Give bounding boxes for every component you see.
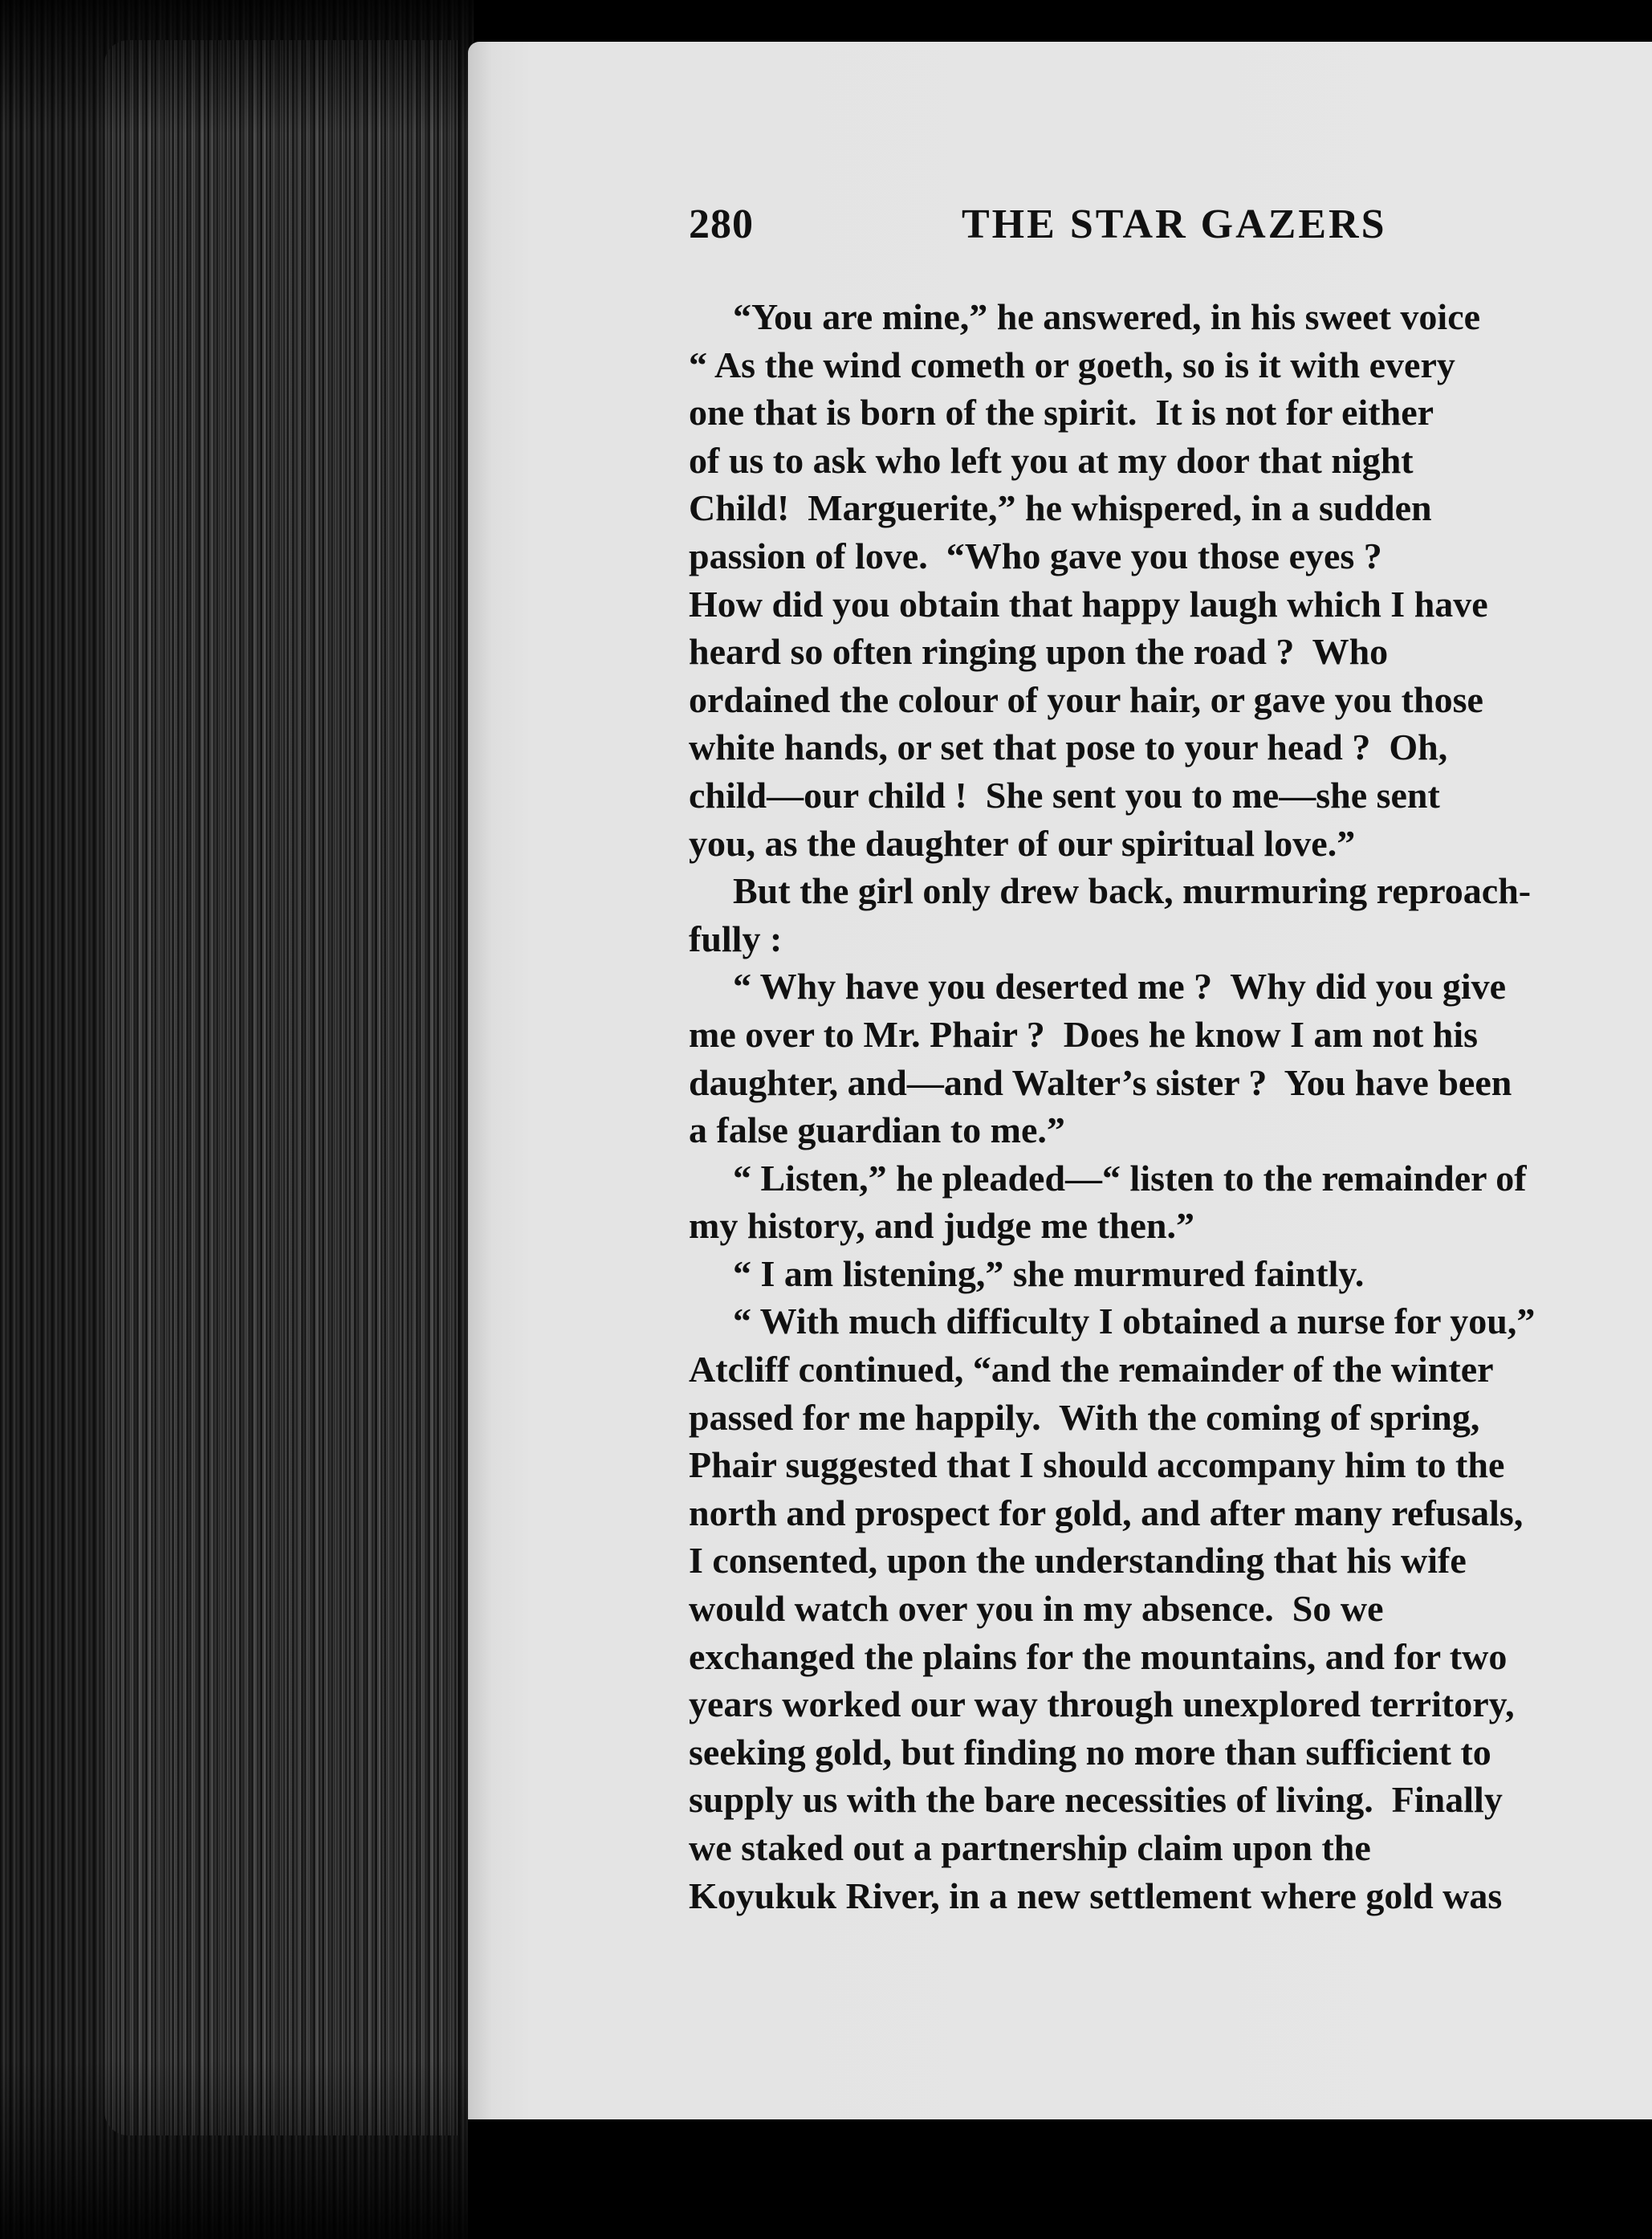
text-line: north and prospect for gold, and after many refusals, (689, 1492, 1524, 1533)
text-line: of us to ask who left you at my door that night (689, 439, 1414, 481)
text-line: white hands, or set that pose to your head ? Oh, (689, 727, 1448, 768)
running-head (689, 201, 1652, 257)
text-line: “You are mine,” he answered, in his sweet voice (733, 296, 1481, 337)
text-line: seeking gold, but finding no more than sufficient to (689, 1731, 1491, 1773)
text-line: child—our child ! She sent you to me—she sent (689, 774, 1440, 816)
text-line: Atcliff continued, “and the remainder of the winter (689, 1349, 1494, 1390)
text-line: exchanged the plains for the mountains, and for two (689, 1635, 1508, 1677)
text-line: would watch over you in my absence. So we (689, 1588, 1384, 1630)
text-line: fully : (689, 918, 783, 959)
book-page-edges (0, 0, 474, 2239)
text-line: you, as the daughter of our spiritual love.” (689, 822, 1356, 864)
text-line: heard so often ringing upon the road ? Who (689, 631, 1389, 673)
text-line: “ I am listening,” she murmured faintly. (733, 1252, 1365, 1294)
text-line: “ With much difficulty I obtained a nurse for you,” (733, 1301, 1536, 1342)
text-line: “ As the wind cometh or goeth, so is it with every (689, 344, 1455, 385)
text-line: daughter, and—and Walter’s sister ? You have been (689, 1061, 1512, 1103)
text-line: I consented, upon the understanding that his wife (689, 1540, 1467, 1582)
text-line: passed for me happily. With the coming of spring, (689, 1396, 1480, 1438)
text-line: “ Why have you deserted me ? Why did you give (733, 966, 1507, 1008)
page-number: 280 (689, 202, 754, 247)
text-line: me over to Mr. Phair ? Does he know I am not his (689, 1013, 1479, 1055)
text-line: Child! Marguerite,” he whispered, in a sudden (689, 487, 1432, 529)
text-line: a false guardian to me.” (689, 1109, 1065, 1151)
body-text (689, 293, 1652, 1919)
text-line: But the girl only drew back, murmuring reproach- (733, 870, 1532, 912)
text-line: years worked our way through unexplored territory, (689, 1683, 1515, 1725)
text-line: my history, and judge me then.” (689, 1205, 1194, 1247)
text-line: supply us with the bare necessities of living. Finally (689, 1779, 1503, 1821)
text-line: one that is born of the spirit. It is not for either (689, 392, 1434, 434)
running-title: THE STAR GAZERS (962, 202, 1387, 247)
text-line: we staked out a partnership claim upon the (689, 1827, 1371, 1868)
text-line: passion of love. “Who gave you those eyes ? (689, 535, 1382, 576)
text-line: Phair suggested that I should accompany him to the (689, 1444, 1505, 1486)
text-line: How did you obtain that happy laugh which I have (689, 583, 1488, 625)
page-bottom-shadow (468, 2119, 1652, 2239)
text-line: Koyukuk River, in a new settlement where gold was (689, 1875, 1503, 1916)
text-line: “ Listen,” he pleaded—“ listen to the remainder of (733, 1157, 1527, 1199)
text-line: ordained the colour of your hair, or gave you those (689, 678, 1483, 720)
